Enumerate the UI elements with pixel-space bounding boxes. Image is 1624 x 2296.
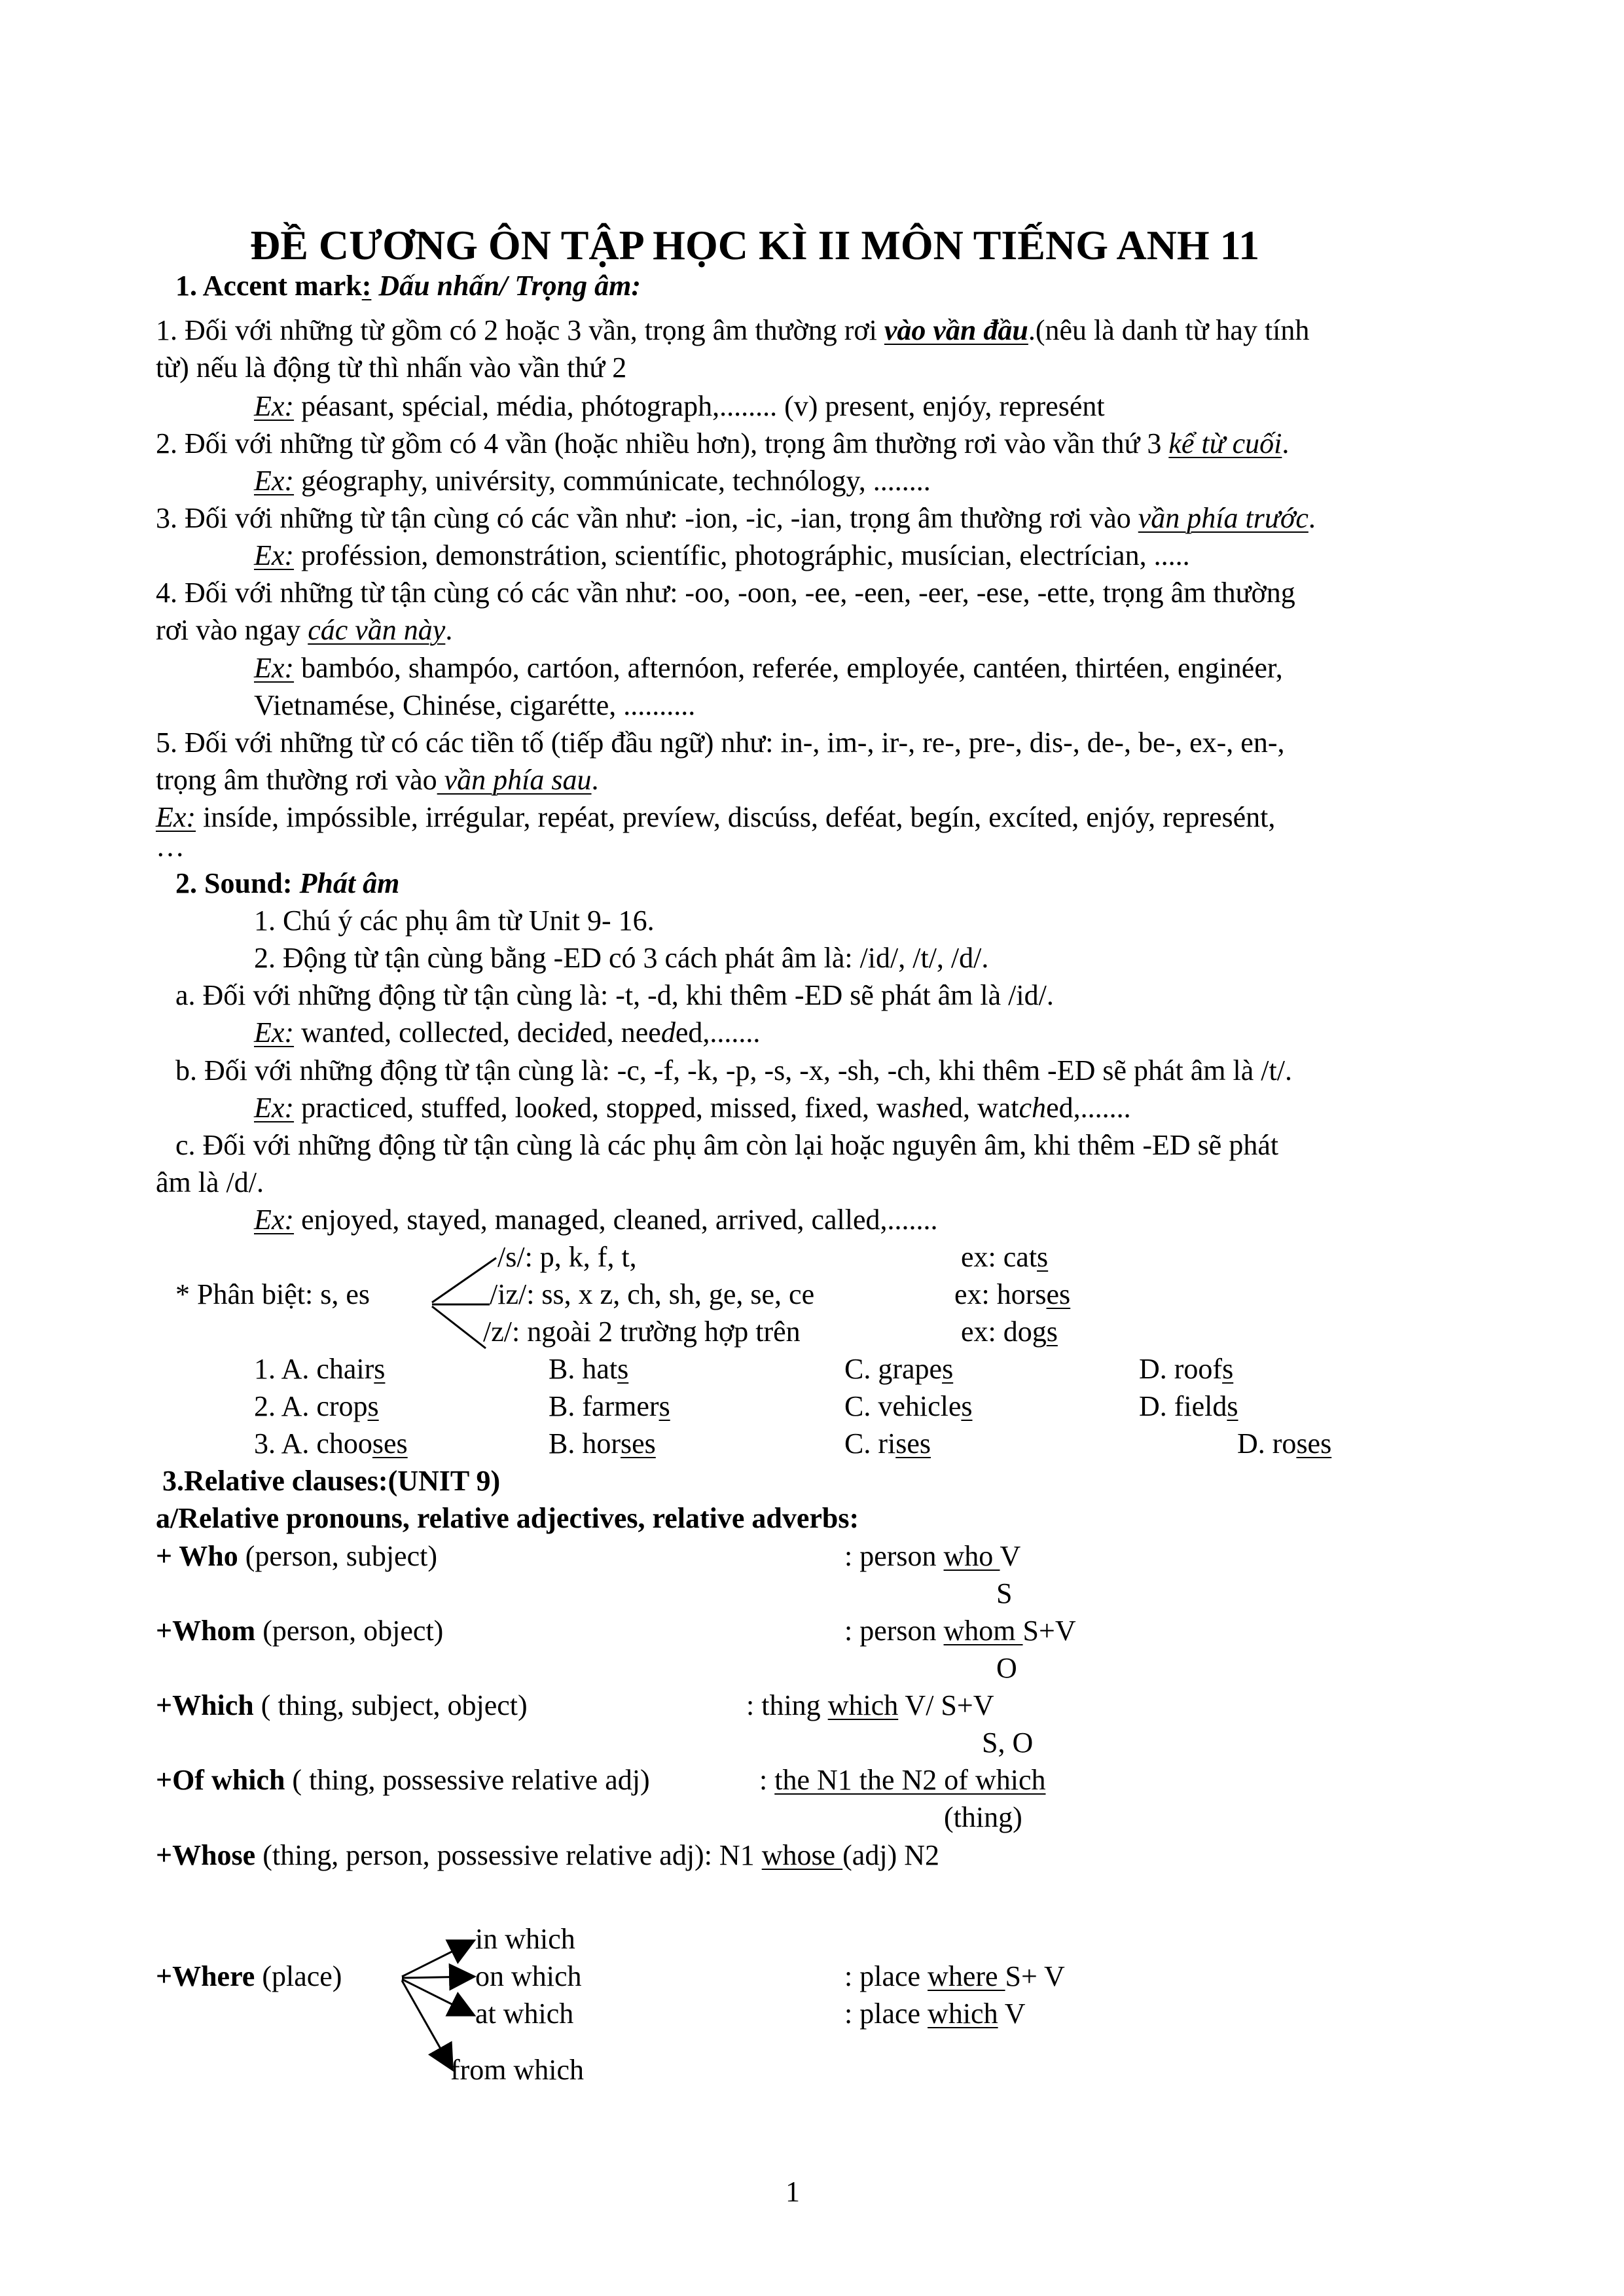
example-segment: ed, stop <box>564 1092 655 1124</box>
whom-pattern: : person whom S+V <box>844 1615 1076 1647</box>
whom-row: +Whom (person, object) <box>156 1615 444 1647</box>
ed-example-b: Ex: practiced, stuffed, looked, stopped, missed, fixed, washed, watched,....... <box>254 1092 1131 1124</box>
exercise-3-d: D. roses <box>1237 1427 1332 1460</box>
ed-rule-c-cont: âm là /d/. <box>156 1166 264 1198</box>
where-row: +Where (place) <box>156 1960 342 1992</box>
example-segment: ed, wat <box>935 1092 1019 1124</box>
rule-5: 5. Đối với những từ có các tiền tố (tiếp đầu ngữ) như: in-, im-, ir-, re-, pre-, dis-, de-, be-, ex-, en-, <box>156 726 1285 759</box>
iz-sound-example: ex: horses <box>954 1278 1071 1310</box>
rule-4: 4. Đối với những từ tận cùng có các vần như: -oo, -oon, -ee, -een, -eer, -ese, -ette, trọng âm thường <box>156 577 1295 609</box>
example-segment: ed, mis <box>668 1092 752 1124</box>
section-3-heading: 3.Relative clauses:(UNIT 9) <box>162 1465 501 1497</box>
section-2-heading: 2. Sound: Phát âm <box>175 867 400 899</box>
example-segment: ed,....... <box>1046 1092 1131 1124</box>
ed-rule-b: b. Đối với những động từ tận cùng là: -c, -f, -k, -p, -s, -x, -sh, -ch, khi thêm -ED sẽ phát âm là /t/. <box>175 1054 1292 1086</box>
example-segment: ed, collec <box>357 1016 468 1049</box>
page-title: ĐỀ CƯƠNG ÔN TẬP HỌC KÌ II MÔN TIẾNG ANH 11 <box>250 222 1260 268</box>
exercise-1-b: B. hats <box>549 1353 629 1385</box>
exercise-2-b: B. farmers <box>549 1390 670 1422</box>
exercise-3-b: B. horses <box>549 1427 656 1460</box>
iz-sound-rule: /iz/: ss, x z, ch, sh, ge, se, ce <box>490 1278 815 1310</box>
where-option-from: from which <box>450 2054 585 2086</box>
example-2: Ex: géography, univérsity, commúnicate, technólogy, ........ <box>254 465 931 497</box>
exercise-2-c: C. vehicles <box>844 1390 973 1422</box>
example-segment: c <box>367 1092 380 1124</box>
ed-rule-a: a. Đối với những động từ tận cùng là: -t, -d, khi thêm -ED sẽ phát âm là /id/. <box>175 979 1054 1011</box>
section-3-subheading: a/Relative pronouns, relative adjectives, relative adverbs: <box>156 1502 859 1534</box>
z-sound-rule: /z/: ngoài 2 trường hợp trên <box>483 1316 801 1348</box>
exercise-2-d: D. fields <box>1139 1390 1238 1422</box>
example-segment: wan <box>294 1016 350 1049</box>
example-segment: k <box>551 1092 565 1124</box>
example-4-cont: Vietnamése, Chinése, cigarétte, .......... <box>254 689 696 721</box>
whose-row: +Whose (thing, person, possessive relative adj): N1 whose (adj) N2 <box>156 1839 939 1871</box>
rule-1-cont: từ) nếu là động từ thì nhấn vào vần thứ 2 <box>156 351 627 384</box>
section-1-heading: 1. Accent mark: Dấu nhấn/ Trọng âm: <box>175 270 641 302</box>
which-pattern: : thing which V/ S+V <box>746 1689 994 1721</box>
example-segment: ed, wa <box>835 1092 911 1124</box>
example-segment: ed, fi <box>763 1092 822 1124</box>
rule-5-cont: trọng âm thường rơi vào vần phía sau. <box>156 764 599 796</box>
where-option-at: at which <box>475 1998 574 2030</box>
where-which-pattern: : place which V <box>844 1998 1026 2030</box>
example-segment: d <box>660 1016 676 1049</box>
s-sound-rule: /s/: p, k, f, t, <box>497 1241 637 1273</box>
exercise-1-c: C. grapes <box>844 1353 954 1385</box>
example-4: Ex: bambóo, shampóo, cartóon, afternóon, referée, employée, cantéen, thirtéen, enginéer, <box>254 652 1283 684</box>
rule-4-cont: rơi vào ngay các vần này. <box>156 614 453 646</box>
exercise-3-a: 3. A. chooses <box>254 1427 408 1460</box>
where-option-in: in which <box>475 1923 575 1955</box>
exercise-2-a: 2. A. crops <box>254 1390 379 1422</box>
where-option-on: on which <box>475 1960 582 1992</box>
example-3: Ex: proféssion, demonstrátion, scientífic, photográphic, musícian, electrícian, ..... <box>254 539 1190 571</box>
ed-example-a: Ex: wanted, collected, decided, needed,....... <box>254 1016 761 1049</box>
ed-rule-c: c. Đối với những động từ tận cùng là các phụ âm còn lại hoặc nguyên âm, khi thêm -ED sẽ phát <box>175 1129 1279 1161</box>
example-segment: d <box>565 1016 580 1049</box>
z-sound-example: ex: dogs <box>961 1316 1058 1348</box>
sound-point-1: 1. Chú ý các phụ âm từ Unit 9- 16. <box>254 905 655 937</box>
example-1: Ex: péasant, spécial, média, phótograph,........ (v) present, enjóy, represént <box>254 390 1105 422</box>
of-which-pattern: : the N1 the N2 of which <box>759 1764 1046 1796</box>
ed-example-c: Ex: enjoyed, stayed, managed, cleaned, arrived, called,....... <box>254 1204 938 1236</box>
exercise-1-a: 1. A. chairs <box>254 1353 386 1385</box>
who-row: + Who (person, subject) <box>156 1540 437 1572</box>
of-which-role: (thing) <box>944 1801 1022 1833</box>
example-segment: t <box>467 1016 476 1049</box>
example-segment: ed, nee <box>579 1016 661 1049</box>
example-segment: t <box>349 1016 357 1049</box>
which-row: +Which ( thing, subject, object) <box>156 1689 528 1721</box>
example-5: Ex: insíde, impóssible, irrégular, repéat, prevíew, discúss, deféat, begín, excíted, enjóy, represént, <box>156 801 1276 833</box>
who-pattern: : person who V <box>844 1540 1021 1572</box>
distinguish-label: * Phân biệt: s, es <box>175 1278 370 1310</box>
example-segment: ed,....... <box>675 1016 761 1049</box>
rule-3: 3. Đối với những từ tận cùng có các vần như: -ion, -ic, -ian, trọng âm thường rơi vào vần phía trước. <box>156 502 1316 534</box>
exercise-3-c: C. rises <box>844 1427 931 1460</box>
who-role: S <box>996 1577 1013 1609</box>
where-pattern: : place where S+ V <box>844 1960 1065 1992</box>
of-which-row: +Of which ( thing, possessive relative adj) <box>156 1764 650 1796</box>
sound-point-2: 2. Động từ tận cùng bằng -ED có 3 cách phát âm là: /id/, /t/, /d/. <box>254 942 989 974</box>
example-segment: s <box>751 1092 763 1124</box>
example-segment: x <box>821 1092 835 1124</box>
example-segment: ed, stuffed, loo <box>379 1092 552 1124</box>
example-segment: ch <box>1019 1092 1047 1124</box>
example-segment: p <box>654 1092 669 1124</box>
which-role: S, O <box>982 1727 1034 1759</box>
example-segment: practi <box>294 1092 367 1124</box>
rule-2: 2. Đối với những từ gồm có 4 vần (hoặc nhiều hơn), trọng âm thường rơi vào vần thứ 3 kể từ cuối. <box>156 427 1290 459</box>
rule-1: 1. Đối với những từ gồm có 2 hoặc 3 vần, trọng âm thường rơi vào vần đầu.(nêu là danh từ hay tính <box>156 314 1310 346</box>
page-number: 1 <box>785 2176 800 2208</box>
whom-role: O <box>996 1652 1017 1684</box>
s-sound-example: ex: cats <box>961 1241 1049 1273</box>
example-segment: sh <box>910 1092 936 1124</box>
exercise-1-d: D. roofs <box>1139 1353 1234 1385</box>
example-segment: ed, deci <box>475 1016 566 1049</box>
ellipsis: … <box>156 831 185 863</box>
